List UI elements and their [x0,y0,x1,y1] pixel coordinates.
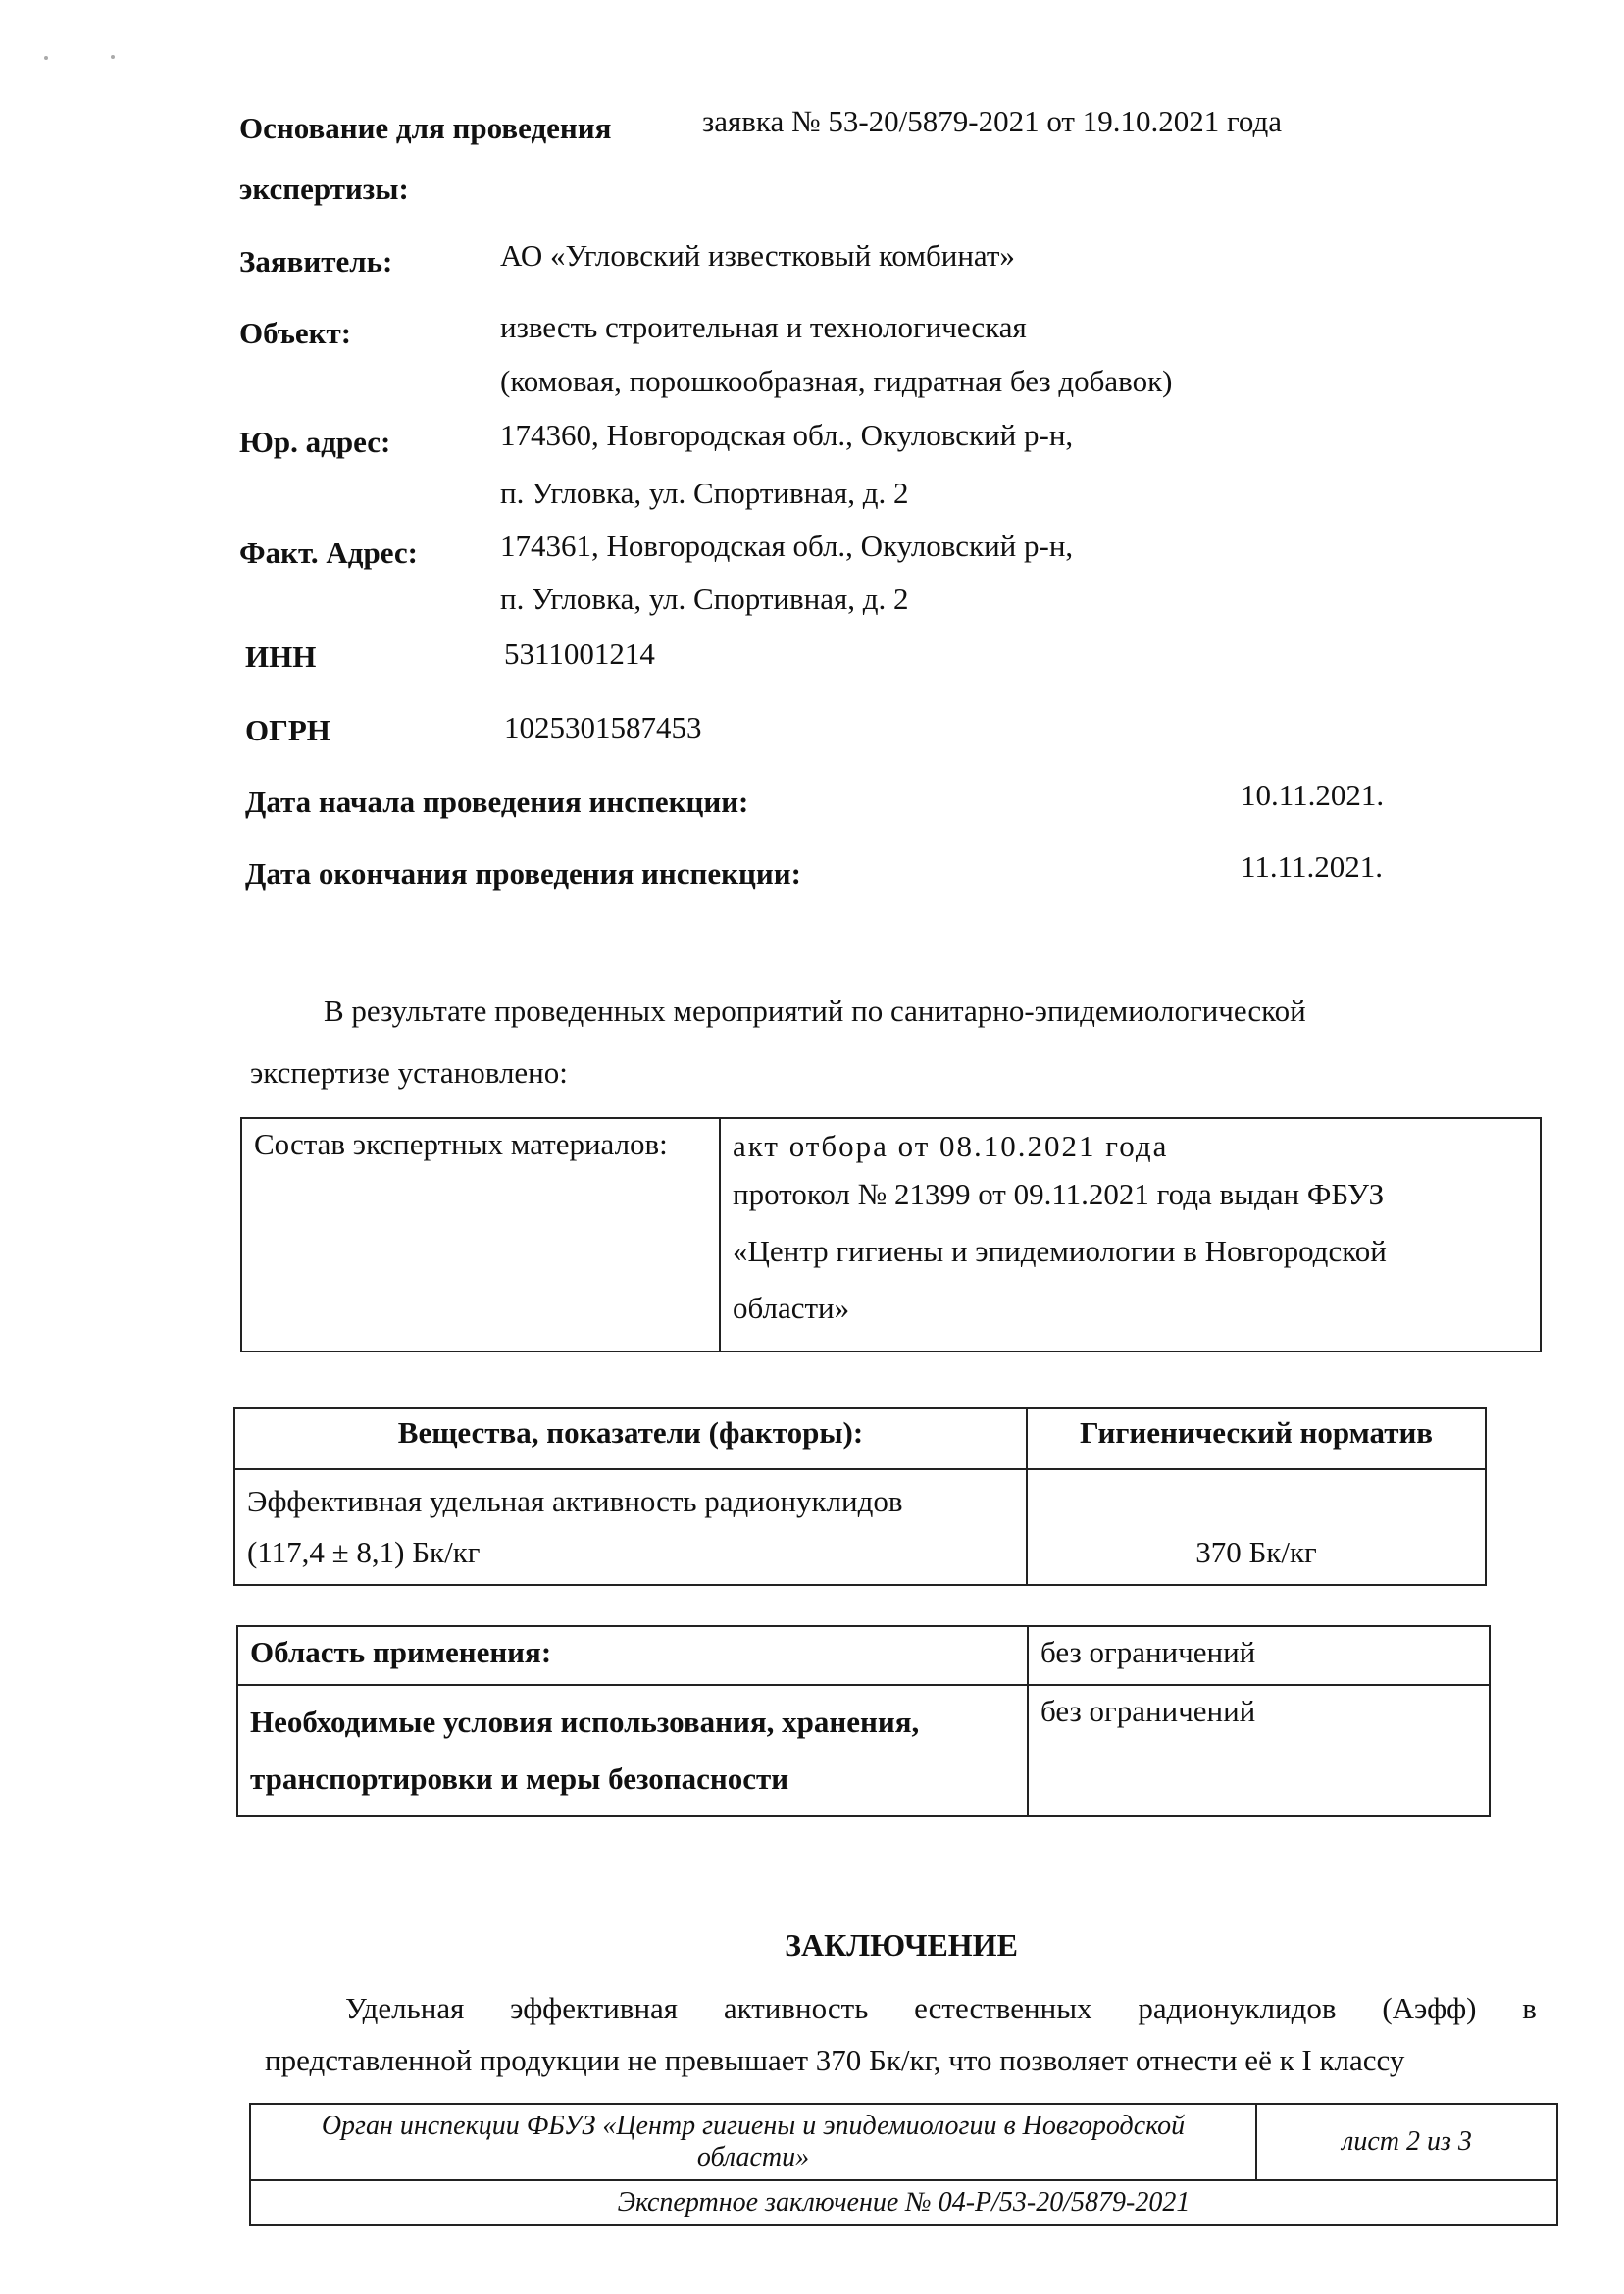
object-label: Объект: [239,316,352,350]
scan-speck [111,55,115,59]
footer-table [249,2103,1558,2226]
factors-row-substance [234,1469,1027,1585]
application-conditions-line1: Необходимые условия использования, хранения, [250,1705,920,1739]
footer-organ: Орган инспекции ФБУЗ «Центр гигиены и эпидемиологии в Новгородской области» [250,2104,1256,2180]
actual-address-line1: 174361, Новгородская обл., Окуловский р-н, [500,529,1074,563]
actual-address-label: Факт. Адрес: [239,535,418,570]
application-conditions-line2: транспортировки и меры безопасности [250,1761,789,1796]
application-table [236,1625,1491,1817]
materials-line3: «Центр гигиены и эпидемиологии в Новгородской [733,1234,1387,1268]
actual-address-line2: п. Угловка, ул. Спортивная, д. 2 [500,582,909,616]
conclusion-word: эффективная [510,1991,679,2025]
object-value-line1: известь строительная и технологическая [500,310,1027,344]
application-area-value: без ограничений [1028,1626,1490,1685]
materials-table [240,1117,1542,1352]
application-area-label: Область применения: [237,1626,1028,1685]
ogrn-value: 1025301587453 [504,710,702,744]
materials-line4: области» [733,1291,850,1325]
inspection-start-label: Дата начала проведения инспекции: [245,785,749,819]
inspection-end-value: 11.11.2021. [1241,849,1383,884]
materials-label-cell [241,1118,720,1351]
footer-sheet: лист 2 из 3 [1256,2104,1557,2180]
inspection-start-value: 10.11.2021. [1241,778,1385,812]
conclusion-word: Удельная [345,1991,465,2025]
materials-value-cell [720,1118,1541,1351]
inspection-end-label: Дата окончания проведения инспекции: [245,856,801,891]
factors-norm-value: 370 Бк/кг [1027,1469,1486,1585]
legal-address-line2: п. Угловка, ул. Спортивная, д. 2 [500,476,909,510]
intro-line1: В результате проведенных мероприятий по санитарно-эпидемиологической [324,994,1306,1028]
factors-row-line2: (117,4 ± 8,1) Бк/кг [247,1535,481,1569]
intro-line2: экспертизе установлено: [250,1055,568,1090]
conclusion-title: ЗАКЛЮЧЕНИЕ [785,1927,1018,1963]
factors-table [233,1407,1487,1586]
conclusion-word: (Аэфф) [1382,1991,1477,2025]
conclusion-word: в [1522,1991,1537,2025]
factors-header-norm: Гигиенический норматив [1027,1408,1486,1469]
factors-row-line1: Эффективная удельная активность радионуклидов [247,1484,903,1518]
conclusion-line2: представленной продукции не превышает 370 Бк/кг, что позволяет отнести её к I классу [265,2043,1405,2077]
application-conditions-label [237,1685,1028,1816]
materials-line1: акт отбора от 08.10.2021 года [733,1129,1169,1163]
applicant-label: Заявитель: [239,244,393,279]
inn-label: ИНН [245,639,317,674]
basis-label-cont: экспертизы: [239,172,409,206]
legal-address-label: Юр. адрес: [239,425,391,459]
object-value-line2: (комовая, порошкообразная, гидратная без добавок) [500,364,1173,398]
footer-conclusion-number: Экспертное заключение № 04-Р/53-20/5879-2021 [250,2180,1557,2225]
ogrn-label: ОГРН [245,713,330,747]
conclusion-line1 [345,1991,1537,2026]
application-conditions-value: без ограничений [1028,1685,1490,1816]
materials-line2: протокол № 21399 от 09.11.2021 года выдан ФБУЗ [733,1177,1385,1211]
factors-header-substance: Вещества, показатели (факторы): [234,1408,1027,1469]
inn-value: 5311001214 [504,637,655,671]
applicant-value: АО «Угловский известковый комбинат» [500,238,1015,273]
materials-label: Состав экспертных материалов: [254,1127,668,1161]
legal-address-line1: 174360, Новгородская обл., Окуловский р-н, [500,418,1074,452]
conclusion-word: радионуклидов [1138,1991,1337,2025]
conclusion-word: естественных [914,1991,1092,2025]
scan-speck [44,56,48,60]
conclusion-word: активность [723,1991,869,2025]
basis-value: заявка № 53-20/5879-2021 от 19.10.2021 года [702,104,1283,138]
basis-label: Основание для проведения [239,111,612,145]
